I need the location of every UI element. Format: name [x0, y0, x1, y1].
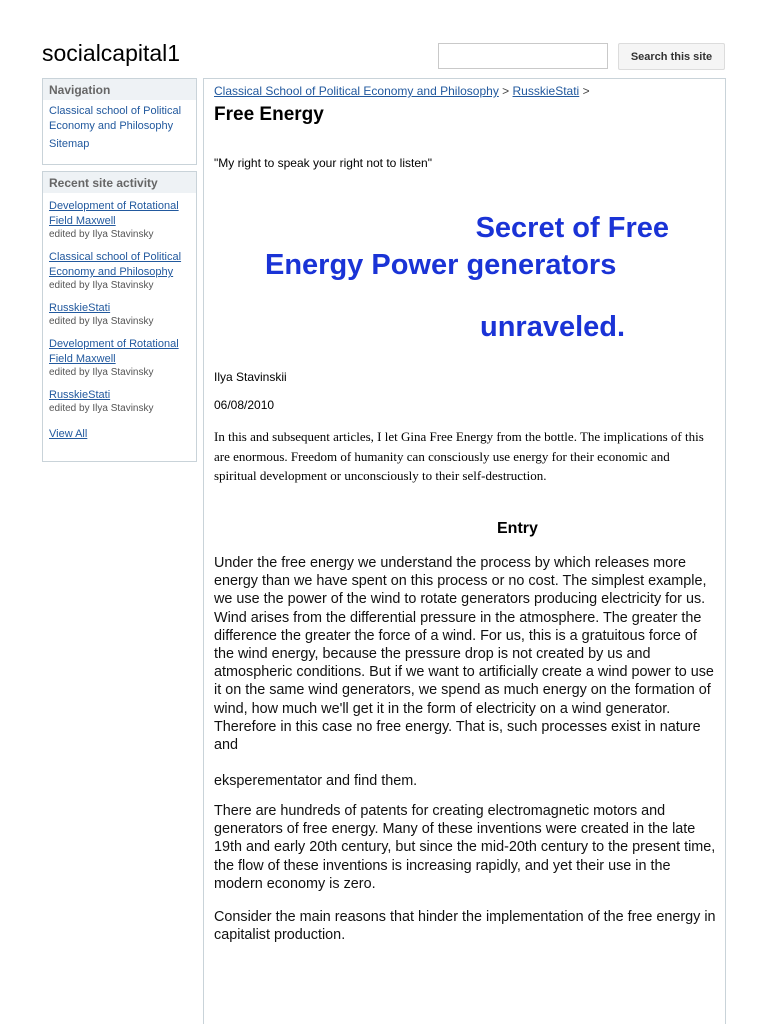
article-paragraph: Consider the main reasons that hinder the implementation of the free energy in capitalist production. — [214, 909, 716, 944]
activity-link[interactable]: Development of Rotational Field Maxwell — [49, 200, 179, 227]
headline-line-1: Secret of Free — [475, 212, 669, 244]
article-paragraph: eksperementator and find them. — [214, 773, 418, 789]
breadcrumb — [214, 84, 590, 98]
breadcrumb-link-russkiestati[interactable]: RusskieStati — [512, 84, 580, 98]
activity-link[interactable]: RusskieStati — [49, 389, 111, 401]
article-author: Ilya Stavinskii — [214, 370, 287, 384]
activity-item — [49, 337, 190, 379]
page-title: Free Energy — [214, 104, 324, 125]
navigation-list — [43, 100, 196, 152]
activity-meta: edited by Ilya Stavinsky — [49, 316, 154, 327]
recent-activity-panel — [42, 171, 197, 462]
activity-item — [49, 199, 190, 241]
activity-meta: edited by Ilya Stavinsky — [49, 280, 154, 291]
page-quote: "My right to speak your right not to listen" — [214, 156, 432, 170]
breadcrumb-link-classical-school[interactable]: Classical School of Political Economy and Philosophy — [214, 84, 499, 98]
breadcrumb-separator: > — [502, 84, 510, 98]
activity-meta: edited by Ilya Stavinsky — [49, 403, 154, 414]
view-all-link[interactable]: View All — [49, 428, 88, 440]
search-button[interactable]: Search this site — [618, 43, 725, 70]
headline-line-2: Energy Power generators — [265, 249, 617, 281]
navigation-heading: Navigation — [43, 79, 196, 100]
article-paragraph: Under the free energy we understand the process by which releases more energy than we have spent on this process or no cost. The simplest example, we use the power of the wind to rotate generators producing electricity for us. Wind arises from the differential pressure in the atmosphere. The greater the difference the greater the force of a wind. For us, this is a gratuitous force of the wind energy, because the pressure drop is not created by us and atmospheric conditions. But if we want to artificially create a wind power to use it on the same wind generators, we spend as much energy on the formation of wind, how much we'll get it in the form of electricity on a wind generator. Therefore in this case no free energy. That is, such processes exist in nature and — [214, 555, 714, 754]
activity-link[interactable]: Development of Rotational Field Maxwell — [49, 338, 179, 365]
article-paragraph: There are hundreds of patents for creating electromagnetic motors and generators of free energy. Many of these inventions were created in the late 19th and early 20th century, but since the mid-20th century to the present time, the flow of these inventions is increasing rapidly, and yet their use in the modern economy is zero. — [214, 803, 716, 892]
activity-link[interactable]: RusskieStati — [49, 302, 111, 314]
search-input[interactable] — [438, 43, 608, 69]
activity-item — [49, 301, 190, 328]
navigation-panel — [42, 78, 197, 165]
activity-link[interactable]: Classical school of Political Economy and Philosophy — [49, 251, 182, 278]
activity-meta: edited by Ilya Stavinsky — [49, 367, 154, 378]
activity-meta: edited by Ilya Stavinsky — [49, 229, 154, 240]
article-date: 06/08/2010 — [214, 398, 275, 412]
section-heading-entry: Entry — [497, 520, 538, 537]
nav-item-classical-school[interactable]: Classical school of Political Economy and Philosophy — [49, 105, 182, 132]
article-intro: In this and subsequent articles, I let Gina Free Energy from the bottle. The implications of this are enormous. Freedom of humanity can consciously use energy for their economic and spiritual development or unconsciously to their self-destruction. — [214, 429, 704, 483]
headline-line-3: unraveled. — [480, 311, 626, 343]
recent-activity-heading: Recent site activity — [43, 172, 196, 193]
nav-item-sitemap[interactable]: Sitemap — [49, 138, 90, 150]
activity-item — [49, 250, 190, 292]
recent-activity-list — [43, 193, 196, 442]
breadcrumb-separator: > — [582, 84, 590, 98]
site-title[interactable]: socialcapital1 — [42, 40, 181, 66]
activity-item — [49, 388, 190, 415]
